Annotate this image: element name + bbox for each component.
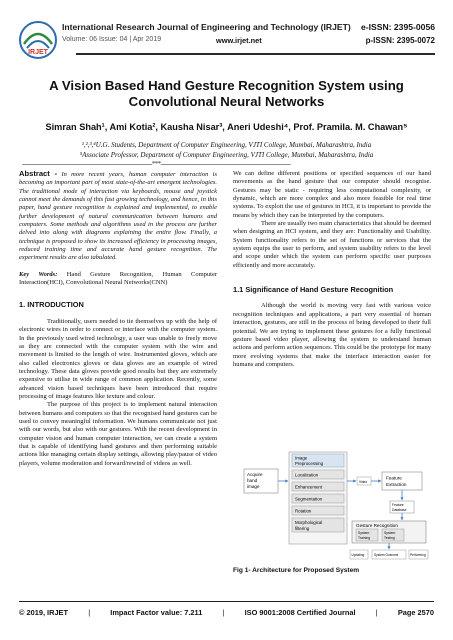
hci-characteristics-paragraph: There are usually two main characteristics that should be deemed when designing an HCI system, and they are: Functionality and Usability. System functionality refers to the set of functions or services that the system equips the user to perform, and system usability refers to the level and scope under which the system can perform specific user purposes efficiently and more accurately. [233, 220, 431, 269]
figure-caption: Fig 1- Architecture for Proposed System [233, 567, 360, 574]
introduction-paragraph-1: Traditionally, users needed to tie themselves up with the help of electronic wires in order to connect or interface with the computer system. In the previously used wired technology, a user was unable to freely move as they are connected with the computer system with the wire and movement is limited to the length of wire. Instrumented gloves, which are also called electronics gloves or data gloves are an example of wired technology. These data gloves provide good results but they are extremely expensive to utilise in wide range of common application. Recently, some advanced vision based techniques have been introduced that require processing of image features like texture and colour. [19, 317, 217, 400]
keywords-label: Key Words: [19, 270, 58, 278]
system-outcome-label: System Outcome [374, 553, 399, 557]
acquire-label-1: Acquire [247, 472, 263, 477]
preprocessing-title-2: Preprocessing [295, 461, 324, 466]
left-column [19, 170, 217, 468]
step-morphological-2: filtering [295, 526, 310, 531]
step-enhancement: Enhancement [295, 484, 323, 490]
footer-separator: | [88, 608, 91, 617]
footer-iso: ISO 9001:2008 Certified Journal [244, 608, 356, 617]
gesture-recognition-title: Gesture Recognition [356, 523, 398, 528]
irjet-logo-icon [18, 20, 58, 60]
system-testing-2: Testing [384, 536, 395, 540]
abstract-label: Abstract - [19, 169, 58, 178]
volume-issue: Volume: 06 Issue: 04 | Apr 2019 [62, 36, 162, 43]
system-training-2: Training [358, 536, 371, 540]
logo-text: IRJET [28, 49, 48, 56]
feature-database-2: Database [392, 508, 407, 512]
step-morphological-1: Morphological [295, 520, 323, 525]
video-label: Video [359, 480, 368, 484]
page-footer [19, 608, 434, 617]
feature-extraction-2: Extraction [386, 482, 407, 487]
system-testing-1: System [384, 531, 396, 535]
step-segmentation: Segmentation [295, 496, 323, 502]
performing-label: Performing [410, 553, 426, 557]
introduction-paragraph-2: The purpose of this project is to implement natural interaction between humans and computers so that the recognised hand gestures can be used to convey meaningful information. We humans communicate not just with our words, but also with our gestures. With the recent development in computer vision and human computer interaction, we can create a system that is capable of identifying hand gestures and then performing suitable actions like managing certain display settings, allowing play/pause of video players, volume moderation and forward/rewind of videos as well. [19, 401, 217, 467]
p-issn: p-ISSN: 2395-0072 [365, 36, 435, 45]
step-localization: Localization [295, 472, 319, 478]
abstract [19, 170, 217, 263]
header-rule [76, 53, 435, 55]
significance-heading: 1.1 Significance of Hand Gesture Recognition [233, 285, 394, 295]
acquire-label-3: image [247, 484, 260, 489]
journal-website[interactable]: www.irjet.net [216, 36, 262, 45]
significance-paragraph: Although the world is moving very fast with various voice recognition techniques and applications, a part very essential of human interaction, gestures, are still in the process of being developed to their full potential. We are trying to implement these gestures for a fully functional gesture based video player, allowing the system to understand human actions and perform action sequences. This could be the prototype for many more evolving systems that make the interface interaction easier for humans and computers. [233, 302, 431, 368]
footer-impact-factor: Impact Factor value: 7.211 [110, 608, 203, 617]
footer-separator: | [222, 608, 225, 617]
updating-label: Updating [351, 553, 365, 557]
separator-line: ---------------------------------------------------------------------------***--------------------------------------------------------------------------- [22, 160, 291, 168]
e-issn: e-ISSN: 2395-0056 [360, 22, 435, 32]
system-training-1: System [358, 531, 370, 535]
architecture-diagram [232, 450, 430, 565]
keywords-text: Hand Gesture Recognition, Human Computer Interaction(HCI), Convolutional Neural Networks(CNN) [19, 270, 217, 287]
feature-extraction-1: Feature [386, 475, 402, 481]
paper-title: A Vision Based Hand Gesture Recognition System using Convolutional Neural Networks [49, 78, 404, 109]
footer-separator: | [375, 608, 378, 617]
paper-authors: Simran Shah¹, Ami Kotia², Kausha Nisar³, Aneri Udeshi⁴, Prof. Pramila. M. Chawan⁵ [45, 122, 408, 132]
footer-rule [19, 601, 434, 602]
introduction-heading: 1. INTRODUCTION [19, 300, 84, 310]
affiliation-students: ¹,²,³,⁴U.G. Students, Department of Computer Engineering, VJTI College, Mumbai, Maharashtra, India [81, 141, 372, 149]
step-rotation: Rotation [295, 508, 312, 514]
keywords [19, 271, 217, 288]
footer-copyright: © 2019, IRJET [19, 608, 68, 617]
acquire-label-2: hand [247, 478, 258, 483]
feature-database-1: Feature [392, 503, 404, 507]
right-column [233, 170, 431, 369]
footer-page-number: Page 2570 [397, 608, 434, 617]
affiliation-professor: ⁵Associate Professor, Department of Computer Engineering, VJTI College, Mumbai, Maharashtra, India [79, 151, 374, 159]
journal-header [18, 20, 435, 64]
journal-name: International Research Journal of Engineering and Technology (IRJET) [62, 22, 351, 32]
abstract-text: In more recent years, human computer interaction is becoming an important part of most state-of-the-art emergent technologies. The traditional mode of interaction via keyboards, mouse and joystick cannot meet the demands of this fast growing technology, and hence, in this paper, hand gesture recognition is explained and implemented, to enable further development of natural communication between humans and computers. Some methods and algorithms used in the process are further delved into along with diagrams explaining the entire flow. Finally, a technique is proposed to show its increased efficiency in processing images, reduced training time and accurate hand gesture recognition. The experiment results are also tabulated. [19, 171, 217, 262]
gestures-paragraph: We can define different positions or specified sequences of our hand movements as the hand gesture that our computer should recognise. Gestures may be static - requiring less computational complexity, or dynamic, which are more complex and also more feasible for real time systems. To exploit the use of gestures in HCI, it is important to provide the means by which they can be interpreted by the computers. [233, 170, 431, 219]
preprocessing-title-1: Image [295, 455, 308, 461]
